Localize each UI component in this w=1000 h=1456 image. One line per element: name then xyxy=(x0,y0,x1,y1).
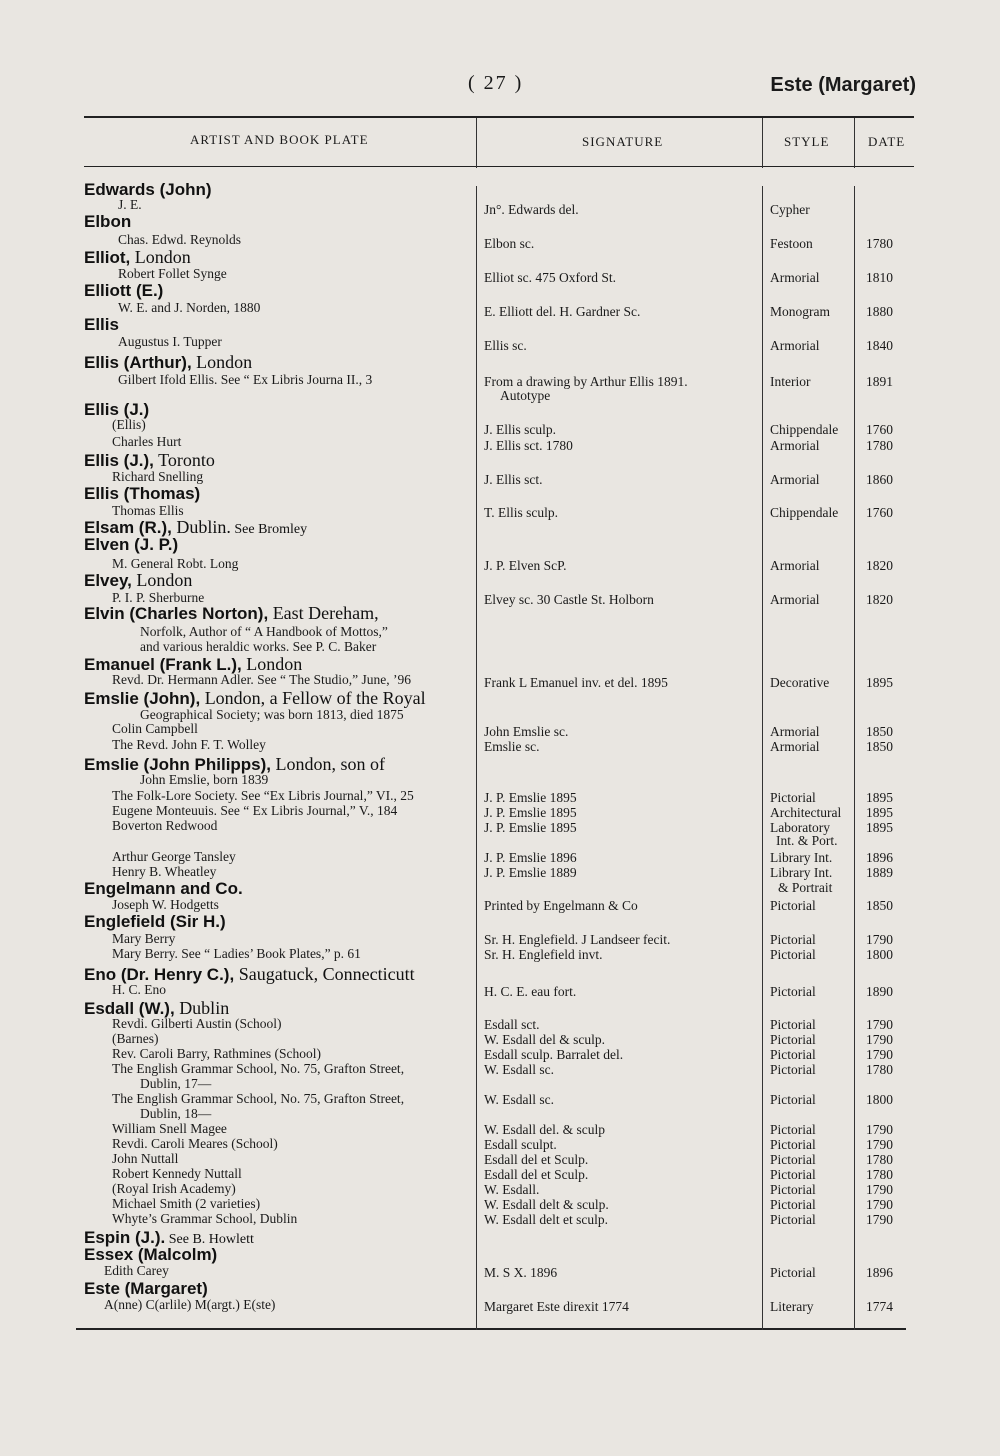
plate-owner: Geographical Society; was born 1813, died 1875 xyxy=(140,707,404,722)
date-cell: 1760 xyxy=(866,505,893,520)
style-cell: Pictorial xyxy=(770,1137,816,1152)
artist-name-location: London xyxy=(241,654,303,674)
plate-owner: (Royal Irish Academy) xyxy=(112,1181,236,1196)
date-cell: 1850 xyxy=(866,724,893,739)
artist-name-bold: Ellis xyxy=(84,315,119,334)
signature-cell: Esdall sculpt. xyxy=(484,1137,557,1152)
signature-cell: J. P. Emslie 1889 xyxy=(484,865,577,880)
plate-owner: Mary Berry xyxy=(112,931,176,946)
style-cell: Armorial xyxy=(770,270,820,285)
artist-name xyxy=(84,688,426,709)
signature-cell: J. P. Emslie 1895 xyxy=(484,805,577,820)
artist-name xyxy=(84,450,215,471)
artist-name-bold: Ellis (J.) xyxy=(84,400,150,419)
date-cell: 1800 xyxy=(866,1092,893,1107)
artist-name-location: Toronto xyxy=(153,450,215,470)
plate-owner: Thomas Ellis xyxy=(112,503,184,518)
plate-owner: Revdi. Caroli Meares (School) xyxy=(112,1136,278,1151)
date-cell: 1780 xyxy=(866,1062,893,1077)
plate-owner: Dublin, 18— xyxy=(140,1106,212,1121)
artist-name xyxy=(84,212,131,232)
signature-cell: W. Esdall del & sculp. xyxy=(484,1032,605,1047)
plate-owner: Chas. Edwd. Reynolds xyxy=(118,232,241,247)
style-cell: Library Int. xyxy=(770,865,833,880)
artist-name-bold: Elvey, xyxy=(84,571,132,590)
date-cell: 1895 xyxy=(866,790,893,805)
column-divider xyxy=(762,118,763,168)
artist-name-bold: Emanuel (Frank L.), xyxy=(84,655,242,674)
plate-owner: John Nuttall xyxy=(112,1151,179,1166)
artist-name xyxy=(84,570,192,591)
style-cell: Pictorial xyxy=(770,1047,816,1062)
plate-owner: H. C. Eno xyxy=(112,982,166,997)
artist-name xyxy=(84,352,252,373)
plate-owner: Revdi. Gilberti Austin (School) xyxy=(112,1016,282,1031)
signature-cell: From a drawing by Arthur Ellis 1891. xyxy=(484,374,688,389)
artist-name-bold: Elbon xyxy=(84,212,132,231)
date-cell: 1850 xyxy=(866,739,893,754)
column-divider xyxy=(476,186,477,1330)
column-header-date: DATE xyxy=(868,134,906,149)
style-cell: Pictorial xyxy=(770,947,816,962)
artist-name-location: Dublin. xyxy=(171,517,231,537)
artist-name xyxy=(84,1245,217,1265)
artist-name xyxy=(84,281,163,301)
style-cell: Pictorial xyxy=(770,1062,816,1077)
date-cell: 1891 xyxy=(866,374,893,389)
plate-owner: Dublin, 17— xyxy=(140,1076,212,1091)
date-cell: 1800 xyxy=(866,947,893,962)
style-cell: Armorial xyxy=(770,338,820,353)
artist-name-bold: Englefield (Sir H.) xyxy=(84,912,226,931)
style-cell: Armorial xyxy=(770,438,820,453)
artist-name-location: London xyxy=(191,352,253,372)
column-header-artist: ARTIST AND BOOK PLATE xyxy=(190,132,369,147)
plate-owner: Norfolk, Author of “ A Handbook of Mottos,” xyxy=(140,624,388,639)
plate-owner: W. E. and J. Norden, 1880 xyxy=(118,300,261,315)
artist-name xyxy=(84,484,200,504)
column-divider xyxy=(476,118,477,168)
date-cell: 1790 xyxy=(866,1047,893,1062)
plate-owner: (Barnes) xyxy=(112,1031,159,1046)
plate-owner: William Snell Magee xyxy=(112,1121,227,1136)
style-cell: Monogram xyxy=(770,304,830,319)
cross-reference: See B. Howlett xyxy=(165,1232,254,1247)
signature-cell: Ellis sc. xyxy=(484,338,527,353)
date-cell: 1790 xyxy=(866,1032,893,1047)
plate-owner: The English Grammar School, No. 75, Grafton Street, xyxy=(112,1061,405,1076)
plate-owner: Colin Campbell xyxy=(112,721,198,736)
date-cell: 1840 xyxy=(866,338,893,353)
style-cell: Pictorial xyxy=(770,1092,816,1107)
style-cell: Library Int. xyxy=(770,850,833,865)
artist-name xyxy=(84,1279,208,1299)
column-header-signature: SIGNATURE xyxy=(582,134,664,149)
style-cell: Pictorial xyxy=(770,1197,816,1212)
artist-name-location: London, a Fellow of the Royal xyxy=(200,688,426,708)
artist-name xyxy=(84,879,243,899)
artist-name-bold: Engelmann and Co. xyxy=(84,879,243,898)
style-cell: Armorial xyxy=(770,724,820,739)
signature-cell: J. P. Emslie 1896 xyxy=(484,850,577,865)
signature-cell: W. Esdall sc. xyxy=(484,1062,554,1077)
date-cell: 1780 xyxy=(866,236,893,251)
signature-cell: W. Esdall delt et sculp. xyxy=(484,1212,608,1227)
date-cell: 1895 xyxy=(866,675,893,690)
date-cell: 1790 xyxy=(866,1197,893,1212)
style-cell: Pictorial xyxy=(770,1265,816,1280)
plate-owner: P. I. P. Sherburne xyxy=(112,590,205,605)
signature-cell: Margaret Este direxit 1774 xyxy=(484,1299,629,1314)
plate-owner: Gilbert Ifold Ellis. See “ Ex Libris Journa II., 3 xyxy=(118,372,373,387)
column-divider xyxy=(854,186,855,1330)
signature-cell: J. Ellis sct. xyxy=(484,472,543,487)
signature-cell: Sr. H. Englefield invt. xyxy=(484,947,603,962)
signature-cell: W. Esdall sc. xyxy=(484,1092,554,1107)
cross-reference: See Bromley xyxy=(230,522,308,537)
date-cell: 1889 xyxy=(866,865,893,880)
style-cell: Cypher xyxy=(770,202,810,217)
plate-owner: The Folk-Lore Society. See “Ex Libris Journal,” VI., 25 xyxy=(112,788,414,803)
artist-name-bold: Essex (Malcolm) xyxy=(84,1245,218,1264)
plate-owner: Edith Carey xyxy=(104,1263,169,1278)
date-cell: 1890 xyxy=(866,984,893,999)
plate-owner: Henry B. Wheatley xyxy=(112,864,217,879)
artist-name-bold: Elsam (R.), xyxy=(84,518,172,537)
date-cell: 1760 xyxy=(866,422,893,437)
style-cell: Pictorial xyxy=(770,1122,816,1137)
date-cell: 1810 xyxy=(866,270,893,285)
artist-name-bold: Espin (J.). xyxy=(84,1228,166,1247)
signature-cell: Esdall del et Sculp. xyxy=(484,1167,589,1182)
date-cell: 1860 xyxy=(866,472,893,487)
header-bottom-rule xyxy=(84,166,914,167)
artist-name-bold: Emslie (John), xyxy=(84,689,201,708)
style-cell: Armorial xyxy=(770,472,820,487)
style-cell: Decorative xyxy=(770,675,830,690)
artist-name xyxy=(84,603,379,624)
style-cell: Pictorial xyxy=(770,1017,816,1032)
date-cell: 1880 xyxy=(866,304,893,319)
plate-owner: Augustus I. Tupper xyxy=(118,334,222,349)
style-cell: Architectural xyxy=(770,805,842,820)
artist-name-bold: Este (Margaret) xyxy=(84,1279,208,1298)
plate-owner: Richard Snelling xyxy=(112,469,204,484)
artist-name-bold: Edwards (John) xyxy=(84,180,212,199)
signature-cell: John Emslie sc. xyxy=(484,724,569,739)
artist-name-location: London xyxy=(131,570,193,590)
style-cell: Armorial xyxy=(770,558,820,573)
artist-name-location: London xyxy=(130,247,191,267)
artist-name-location: London, son of xyxy=(271,754,386,774)
plate-owner: Arthur George Tansley xyxy=(112,849,236,864)
column-divider xyxy=(854,118,855,168)
plate-owner: John Emslie, born 1839 xyxy=(140,772,269,787)
signature-cell: J. Ellis sct. 1780 xyxy=(484,438,573,453)
artist-name-bold: Elliot, xyxy=(84,248,131,267)
date-cell: 1780 xyxy=(866,438,893,453)
signature-cell: Sr. H. Englefield. J Landseer fecit. xyxy=(484,932,671,947)
plate-owner: and various heraldic works. See P. C. Baker xyxy=(140,639,377,654)
plate-owner: Joseph W. Hodgetts xyxy=(112,897,219,912)
style-cell: Interior xyxy=(770,374,811,389)
table-top-rule xyxy=(84,116,914,118)
date-cell: 1790 xyxy=(866,1017,893,1032)
style-cell: Laboratory xyxy=(770,820,830,835)
running-head: Este (Margaret) xyxy=(770,74,916,96)
signature-cell: Printed by Engelmann & Co xyxy=(484,898,638,913)
plate-owner: (Ellis) xyxy=(112,417,146,432)
date-cell: 1820 xyxy=(866,592,893,607)
date-cell: 1780 xyxy=(866,1152,893,1167)
style-cell: Pictorial xyxy=(770,1212,816,1227)
date-cell: 1896 xyxy=(866,1265,893,1280)
plate-owner: Robert Kennedy Nuttall xyxy=(112,1166,242,1181)
artist-name-bold: Emslie (John Philipps), xyxy=(84,755,272,774)
date-cell: 1790 xyxy=(866,1212,893,1227)
date-cell: 1895 xyxy=(866,820,893,835)
date-cell: 1820 xyxy=(866,558,893,573)
artist-name xyxy=(84,180,212,200)
date-cell: 1790 xyxy=(866,1182,893,1197)
plate-owner: J. E. xyxy=(118,197,142,212)
style-cell: Armorial xyxy=(770,739,820,754)
plate-owner: Eugene Monteuuis. See “ Ex Libris Journal,” V., 184 xyxy=(112,803,398,818)
plate-owner: Rev. Caroli Barry, Rathmines (School) xyxy=(112,1046,321,1061)
signature-cell: Emslie sc. xyxy=(484,739,540,754)
plate-owner: M. General Robt. Long xyxy=(112,556,239,571)
style-cell: Int. & Port. xyxy=(776,833,838,848)
date-cell: 1774 xyxy=(866,1299,893,1314)
style-cell: Pictorial xyxy=(770,984,816,999)
style-cell: Literary xyxy=(770,1299,814,1314)
artist-name-bold: Elliott (E.) xyxy=(84,281,164,300)
artist-name xyxy=(84,315,119,335)
signature-cell: E. Elliott del. H. Gardner Sc. xyxy=(484,304,641,319)
signature-cell: Esdall del et Sculp. xyxy=(484,1152,589,1167)
date-cell: 1790 xyxy=(866,1137,893,1152)
signature-cell: T. Ellis sculp. xyxy=(484,505,558,520)
artist-name-bold: Ellis (J.), xyxy=(84,451,154,470)
plate-owner: Whyte’s Grammar School, Dublin xyxy=(112,1211,298,1226)
signature-cell: Elvey sc. 30 Castle St. Holborn xyxy=(484,592,654,607)
signature-cell: J. Ellis sculp. xyxy=(484,422,557,437)
style-cell: Armorial xyxy=(770,592,820,607)
column-header-style: STYLE xyxy=(784,134,830,149)
style-cell: Festoon xyxy=(770,236,813,251)
date-cell: 1790 xyxy=(866,932,893,947)
signature-cell: J. P. Emslie 1895 xyxy=(484,820,577,835)
signature-cell: Jn°. Edwards del. xyxy=(484,202,579,217)
style-cell: Chippendale xyxy=(770,505,839,520)
style-cell: Chippendale xyxy=(770,422,839,437)
signature-cell: Elliot sc. 475 Oxford St. xyxy=(484,270,616,285)
style-cell: Pictorial xyxy=(770,1167,816,1182)
style-cell: Pictorial xyxy=(770,1032,816,1047)
signature-cell: Elbon sc. xyxy=(484,236,535,251)
artist-name-bold: Eno (Dr. Henry C.), xyxy=(84,965,235,984)
artist-name-bold: Elven (J. P.) xyxy=(84,535,179,554)
artist-name-location: Saugatuck, Connecticutt xyxy=(234,964,415,984)
signature-cell: J. P. Emslie 1895 xyxy=(484,790,577,805)
signature-cell: M. S X. 1896 xyxy=(484,1265,558,1280)
date-cell: 1780 xyxy=(866,1167,893,1182)
page-number: ( 27 ) xyxy=(468,72,524,94)
artist-name xyxy=(84,912,226,932)
signature-cell: W. Esdall delt & sculp. xyxy=(484,1197,609,1212)
date-cell: 1790 xyxy=(866,1122,893,1137)
signature-cell: W. Esdall del. & sculp xyxy=(484,1122,605,1137)
style-cell: Pictorial xyxy=(770,932,816,947)
plate-owner: Boverton Redwood xyxy=(112,818,218,833)
plate-owner: Robert Follet Synge xyxy=(118,266,227,281)
signature-cell: Esdall sct. xyxy=(484,1017,540,1032)
table-bottom-rule xyxy=(76,1328,906,1330)
signature-cell: J. P. Elven ScP. xyxy=(484,558,567,573)
plate-owner: Charles Hurt xyxy=(112,434,182,449)
signature-cell: Autotype xyxy=(500,388,551,403)
plate-owner: Mary Berry. See “ Ladies’ Book Plates,” p. 61 xyxy=(112,946,361,961)
plate-owner: A(nne) C(arlile) M(argt.) E(ste) xyxy=(104,1297,276,1312)
style-cell: Pictorial xyxy=(770,1182,816,1197)
date-cell: 1850 xyxy=(866,898,893,913)
signature-cell: Esdall sculp. Barralet del. xyxy=(484,1047,624,1062)
artist-name-bold: Ellis (Arthur), xyxy=(84,353,192,372)
artist-name-location: East Dereham, xyxy=(268,603,379,623)
artist-name-bold: Esdall (W.), xyxy=(84,999,175,1018)
plate-owner: The English Grammar School, No. 75, Grafton Street, xyxy=(112,1091,405,1106)
artist-name-bold: Ellis (Thomas) xyxy=(84,484,201,503)
column-divider xyxy=(762,186,763,1330)
style-cell: Pictorial xyxy=(770,1152,816,1167)
plate-owner: Michael Smith (2 varieties) xyxy=(112,1196,261,1211)
signature-cell: H. C. E. eau fort. xyxy=(484,984,577,999)
artist-name-location: Dublin xyxy=(174,998,230,1018)
plate-owner: Revd. Dr. Hermann Adler. See “ The Studio,” June, ’96 xyxy=(112,672,411,687)
artist-name-bold: Elvin (Charles Norton), xyxy=(84,604,269,623)
style-cell: Pictorial xyxy=(770,898,816,913)
style-cell: & Portrait xyxy=(778,880,833,895)
signature-cell: Frank L Emanuel inv. et del. 1895 xyxy=(484,675,668,690)
style-cell: Pictorial xyxy=(770,790,816,805)
plate-owner: The Revd. John F. T. Wolley xyxy=(112,737,266,752)
date-cell: 1896 xyxy=(866,850,893,865)
signature-cell: W. Esdall. xyxy=(484,1182,540,1197)
artist-name xyxy=(84,535,178,555)
date-cell: 1895 xyxy=(866,805,893,820)
artist-name xyxy=(84,247,191,268)
